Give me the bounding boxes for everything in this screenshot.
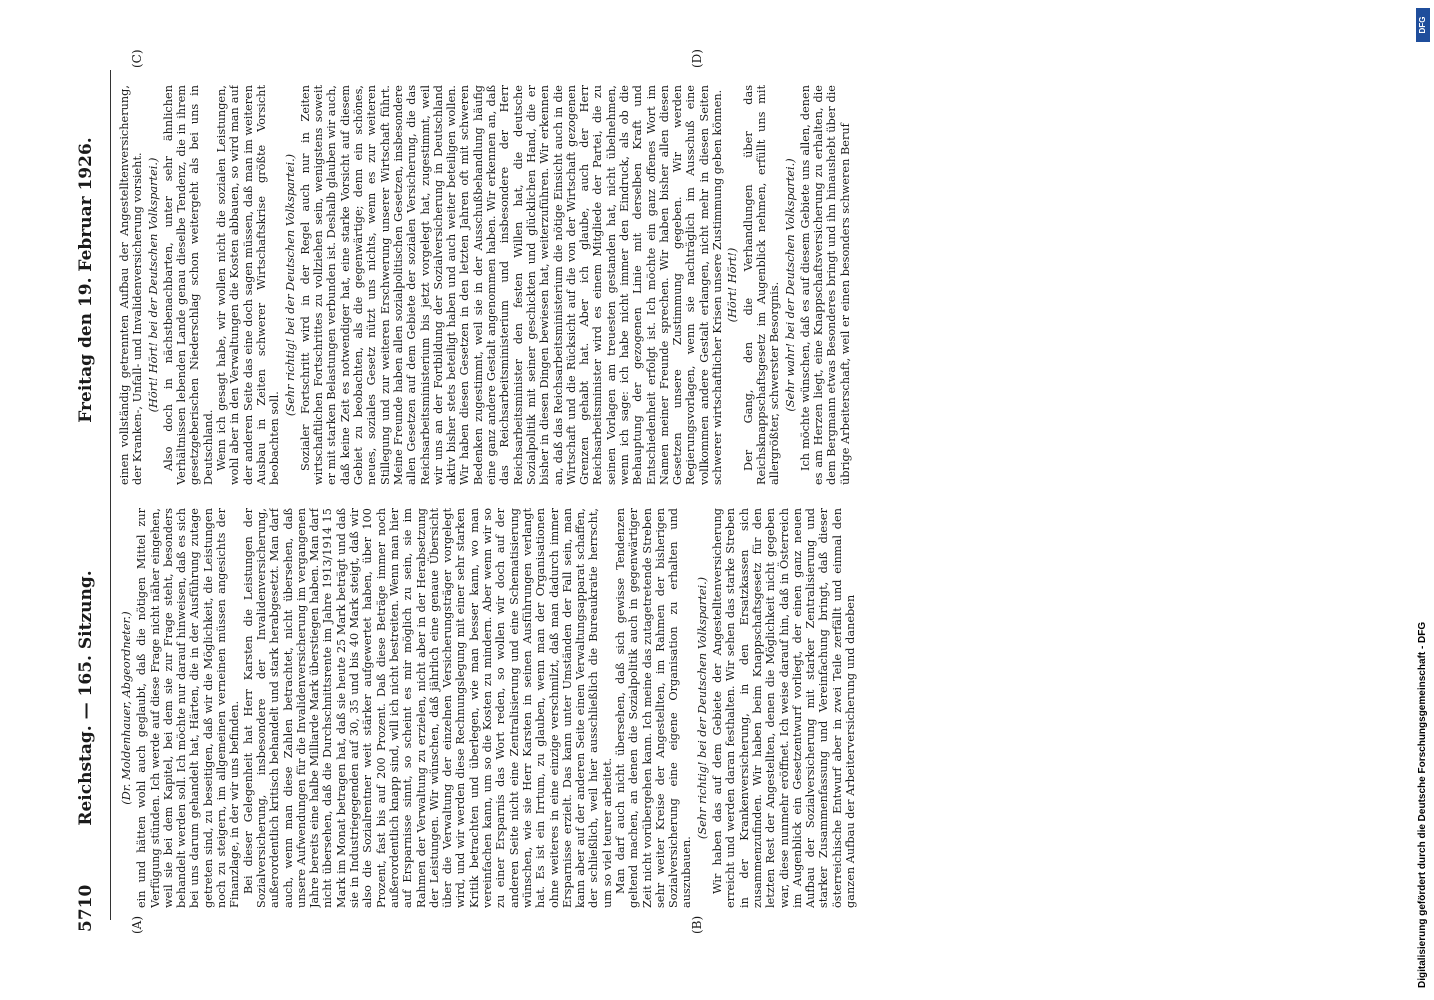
paragraph: Wenn ich gesagt habe, wir wollen nicht die sozialen Leistungen, wohl aber in den Verwaltungen die Kosten abbauen, so wird man auf der anderen Seite das eine doch sagen müssen, daß man im weiteren Ausbau in Zeiten schwerer Wirtschaftskrise größte Vorsicht beobachten soll. [215,85,282,485]
dfg-logo-text: DFG [1418,16,1427,34]
right-header-title: Freitag den 19. Februar 1926. [76,137,96,423]
page-number: 5710 [76,884,96,932]
paragraph: Ich möchte wünschen, daß es auf diesem Gebiete uns allen, denen es am Herzen liegt, eine Knappschaftsversicherung zu erhalten, die dem Bergmann etwas Besonderes bringt und ihn hinaushebt über die übrige Arbeiterschaft, weil er einen besonders schweren Beruf [798,85,852,485]
paragraph: Wir haben das auf dem Gebiete der Angestelltenversicherung erreicht und werden daran festhalten. Wir sehen das starke Streben in der Krankenversicherung, in den Ersatzkassen sich zusammenzufinden. Wir haben beim Knappschaftsgesetz für den letzten Rest der Angestellten, denen die Möglichkeit nicht gegeben war, diese nunmehr eröffnet. Ich weise darauf hin, daß in Österreich im Augenblick ein Gesetzentwurf vorliegt, der einen ganz neuen Aufbau der Sozialversicherung mit starker Zentralisierung und starker Zusammenfassung und Vereinfachung bringt, daß dieser österreichische Entwurf aber in zwei Teile zerfällt und einmal den ganzen Aufbau der Arbeiterversicherung und daneben [711,508,858,908]
paragraph: Bei dieser Gelegenheit hat Herr Karsten die Leistungen der Sozialversicherung, insbesondere der Invalidenversicherung, außerordentlich kritisch behandelt und stark herabgesetzt. Man darf auch, wenn man diese Zahlen betrachtet, nicht übersehen, daß unsere Aufwendungen für die Invalidenversicherung im vergangenen Jahre bereits eine halbe Milliarde Mark überstiegen haben. Man darf nicht übersehen, daß die Durchschnittsrente im Jahre 1913/1914 15 Mark im Monat betragen hat, daß sie heute 25 Mark beträgt und daß sie in Industriegegenden auf 30, 35 und bis 40 Mark steigt, daß wir also die Sozialrentner weit stärker aufgewertet haben, über 100 Prozent, fast bis auf 200 Prozent. Daß diese Beträge immer noch außerordentlich knapp sind, will ich nicht bestreiten. Wenn man hier auf Ersparnisse sinnt, so scheint es mir möglich zu sein, sie im Rahmen der Verwaltung zu erzielen, nicht aber in der Herabsetzung der Leistungen. Wir wünschen, daß jährlich eine genaue Übersicht über die Verwaltung der einzelnen Versicherungsträger vorgelegt wird, und wir werden diese Rechnungslegung mit einer sehr starken Kritik betrachten und überlegen, wie man besser kann, wo man vereinfachen kann, um so die Kosten zu mindern. Aber wenn wir so zu einer Ersparnis das Wort reden, so wollen wir doch auf der anderen Seite nicht eine Zentralisierung und eine Schematisierung wünschen, wie sie Herr Karsten in seinen Ausführungen verlangt hat. Es ist ein Irrtum, zu glauben, wenn man der Organisationen ohne weiteres in eine einzige verschmilzt, daß man dadurch immer Ersparnisse erzielt. Das kann unter Umständen der Fall sein, man kann aber auf der anderen Seite einen Verwaltungsapparat schaffen, der schließlich, weil hier ausschließlich die Bureaukratie herrscht, um so viel teurer arbeitet. [241,508,614,908]
digitization-credit-bar [1412,0,1434,1000]
paragraph: Also doch in nächstbenachbarten, unter sehr ähnlichen Verhältnissen lebenden Lande genau dieselbe Tendenz, die in ihrem gesetzgeberischen Niederschlag schon weitergeht als bei uns in Deutschland. [161,85,215,485]
margin-mark-c: (C) [130,49,144,68]
interjection: (Sehr richtig! bei der Deutschen Volkspartei.) [283,153,297,417]
margin-mark-d: (D) [690,49,704,68]
interjection: (Sehr richtig! bei der Deutschen Volkspartei.) [695,576,709,840]
page-header [68,0,108,1000]
left-header-title: Reichstag. — 165. Sitzung. [76,570,96,826]
paragraph: einen vollständig getrennten Aufbau der Angestelltenversicherung, der Kranken-, Unfall- und Invalidenversicherung vorsieht. [118,85,145,485]
dfg-logo [1416,8,1430,42]
paragraph: Man darf auch nicht übersehen, daß sich gewisse Tendenzen geltend machen, an denen die Sozialpolitik auch in gegenwärtiger Zeit nicht vorübergehen kann. Ich meine das zutagetretende Streben sehr weiter Kreise der Angestellten, im Rahmen der bisherigen Sozialversicherung eine eigene Organisation zu erhalten und auszubauen. [613,508,694,908]
paragraph: ein und hätten wohl auch geglaubt, daß die nötigen Mittel zur Verfügung stünden. Ich werde auf diese Frage nicht näher eingehen, weil sie bei dem Kapitel, bei dem sie zur Frage steht, besonders behandelt werden soll. Ich möchte nur darauf hinweisen, daß es sich bei uns darum gehandelt hat, Härten, die in der Ausführung zutage getreten sind, zu beseitigen, daß wir die Möglichkeit, die Leistungen noch zu steigern, im allgemeinen verneinen müssen angesichts der Finanzlage, in der wir uns befinden. [135,508,242,908]
right-column [118,85,1318,485]
digitization-credit-text: Digitalisierung gefördert durch die Deutsche Forschungsgemeinschaft - DFG [1417,621,1428,988]
left-column [118,508,1318,908]
paragraph: Der Gang, den die Verhandlungen über das Reichsknappschaftsgesetz im Augenblick nehmen, erfüllt uns mit allergrößter, schwerster Besorgnis. [741,85,782,485]
margin-mark-a: (A) [130,915,144,934]
paragraph: Sozialer Fortschritt wird in der Regel auch nur in Zeiten wirtschaftlichen Fortschrittes zu vollziehen sein, wenigstens soweit er mit starken Belastungen verbunden ist. Deshalb glauben wir auch, daß keine Zeit es notwendiger hat, eine starke Vorsicht auf diesem Gebiet zu beobachten, als die gegenwärtige; denn ein schönes, neues, soziales Gesetz nützt uns nichts, wenn es zur weiteren Stillegung und zur weiteren Erschwerung unserer Wirtschaft führt. Meine Freunde haben allen sozialpolitischen Gesetzen, insbesondere allen Gesetzen auf dem Gebiete der sozialen Versicherung, die das Reichsarbeitsministerium bis jetzt vorgelegt hat, zugestimmt, weil wir uns an der Fortbildung der Sozialversicherung in Deutschland aktiv bisher stets beteiligt haben und auch weiter beteiligen wollen. Wir haben diesen Gesetzen in den letzten Jahren oft mit schweren Bedenken zugestimmt, weil sie in der Ausschußbehandlung häufig eine ganz andere Gestalt angenommen haben. Wir erkennen an, daß das Reichsarbeitsministerium und insbesondere der Herr Reichsarbeitsminister den festen Willen hat, die deutsche Sozialpolitik mit seiner geschickten und glücklichen Hand, die er bisher in diesen Dingen bewiesen hat, weiterzuführen. Wir erkennen an, daß das Reichsarbeitsministerium die nötige Einsicht auch in die Wirtschaft und die Rücksicht auf die von der Wirtschaft gezogenen Grenzen gehabt hat. Aber ich glaube, auch der Herr Reichsarbeitsminister wird es einem Mitgliede der Partei, die zu seinen Vorlagen am treuesten gestanden hat, nicht übelnehmen, wenn ich sage: ich habe nicht immer den Eindruck, als ob die Behauptung der gezogenen Linie mit derselben Kraft und Entschiedenheit erfolgt ist. Ich möchte ein ganz offenes Wort im Namen meiner Freunde sprechen. Wir haben bisher allen diesen Gesetzen unsere Zustimmung gegeben. Wir werden Regierungsvorlagen, wenn sie nachträglich im Ausschuß eine vollkommen andere Gestalt erlangen, nicht mehr in diesen Seiten schwerer wirtschaftlicher Krisen unsere Zustimmung geben können. [298,85,725,485]
interjection: (Hört! Hört! bei der Deutschen Volkspartei.) [146,157,160,413]
speaker-line: (Dr. Moldenhauer, Abgeordneter.) [120,611,133,805]
interjection: (Sehr wahr! bei der Deutschen Volkspartei.) [783,158,797,412]
margin-mark-b: (B) [690,915,704,934]
header-rule [110,70,111,920]
interjection: (Hört! Hört!) [726,247,740,323]
